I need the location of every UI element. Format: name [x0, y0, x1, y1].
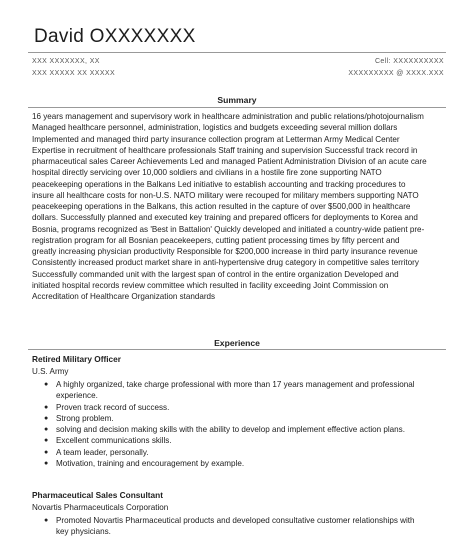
job-bullet-text: Excellent communications skills.	[56, 436, 172, 446]
job-bullet-text: A team leader, personally.	[56, 447, 149, 457]
job-company: U.S. Army	[32, 367, 69, 376]
experience-heading: Experience	[214, 338, 260, 348]
summary-line: Accreditation of Healthcare Organization standards	[32, 292, 216, 301]
bullet-dot-icon: ●	[44, 381, 49, 388]
summary-line: Expertise in recruitment of healthcare professionals Staff training and supervision Successful track record in	[32, 145, 418, 155]
job-bullet	[44, 413, 454, 424]
summary-line: peacekeeping operations in the Balkans, this action resulted in the capture of over $500,000 in healthcare	[32, 202, 411, 211]
summary-heading: Summary	[217, 95, 257, 105]
bullet-dot-icon: ●	[44, 403, 49, 411]
summary-line: Implemented and managed third party insurance collection program at Letterman Army Medical Center	[32, 134, 400, 144]
job-bullet-text: experience.	[56, 391, 98, 401]
summary-line: dollars. Successfully planned and executed key training and prepared officers for deployments to Korea and	[32, 213, 418, 223]
summary-line: registration program for all Bosnian peacekeepers, cutting patient processing times by fifty percent and	[32, 235, 400, 245]
summary-line: Managed healthcare personnel, administration, logistics and budgets exceeding several million dollars	[32, 123, 398, 133]
summary-line: pharmaceutical sales Career Achievements Led and managed Patient Administration Division of an acute care	[32, 157, 427, 166]
job-bullet-text: A highly organized, take charge professional with more than 17 years management and professional	[56, 380, 415, 389]
summary-line: initiated hospital records review committee which resulted in facility exceeding Joint Commission on	[32, 280, 389, 290]
summary-divider	[28, 107, 446, 108]
cell-phone: Cell: XXXXXXXXXX	[374, 58, 444, 65]
experience-divider	[28, 349, 446, 350]
email-address: XXXXXXXXX @ XXXX.XXX	[348, 70, 444, 77]
job-bullet-text: Strong problem.	[56, 413, 114, 423]
job-bullet	[44, 515, 454, 538]
job-bullet-text: Promoted Novartis Pharmaceutical products and developed consultative customer relationships with	[56, 516, 415, 525]
job-bullet	[44, 402, 454, 413]
summary-line: peacekeeping operations in the Balkans Led initiative to establish accounting and tracking procedures to	[32, 179, 406, 189]
job-bullet-list	[44, 515, 454, 538]
address-line-2: XXX XXXXX XX XXXXX	[32, 70, 116, 77]
summary-line: 16 years management and supervisory work in healthcare administration and public relations/photojournalism	[32, 112, 424, 121]
job-bullet-list	[44, 379, 454, 469]
job-bullet	[44, 379, 454, 402]
job-bullet-text: Proven track record of success.	[56, 402, 170, 412]
job-company: Novartis Pharmaceuticals Corporation	[32, 503, 169, 512]
summary-line: insure all healthcare costs for non-U.S. NATO military were recouped for military members supporting NATO	[32, 190, 419, 200]
job-title: Retired Military Officer	[32, 354, 121, 364]
summary-line: Consistently increased product market share in anti-hypertensive drug category in competitive sales territory	[32, 258, 419, 268]
job-bullet	[44, 435, 454, 446]
summary-line: hospital directly servicing over 10,000 soldiers and civilians in a hostile fire zone supporting NATO	[32, 168, 382, 178]
bullet-dot-icon: ●	[44, 414, 49, 422]
job-bullet	[44, 447, 454, 458]
summary-line: greatly increasing physician productivity Responsible for $200,000 increase in third party insurance revenue	[32, 247, 418, 256]
bullet-dot-icon: ●	[44, 437, 49, 445]
bullet-dot-icon: ●	[44, 459, 49, 467]
job-title: Pharmaceutical Sales Consultant	[32, 490, 163, 500]
job-bullet	[44, 458, 454, 469]
job-bullet-text: Motivation, training and encouragement by example.	[56, 458, 245, 468]
header-divider	[28, 52, 446, 53]
summary-line: Bosnia, programs recognized as 'Best in Battalion' Quickly developed and initiated a country-wide patient pre-	[32, 224, 425, 234]
bullet-dot-icon: ●	[44, 517, 49, 524]
job-bullet	[44, 424, 454, 435]
candidate-name: David OXXXXXXX	[34, 26, 196, 47]
address-line-1: XXX XXXXXXX, XX	[32, 58, 100, 65]
job-bullet-text: solving and decision making skills with the ability to develop and implement effective action plans.	[56, 425, 405, 434]
bullet-dot-icon: ●	[44, 448, 49, 456]
summary-line: Successfully commanded unit with the largest span of control in the entire organization Developed and	[32, 269, 399, 279]
job-bullet-text: key physicians.	[56, 527, 111, 537]
bullet-dot-icon: ●	[44, 426, 49, 433]
summary-text	[32, 111, 452, 302]
